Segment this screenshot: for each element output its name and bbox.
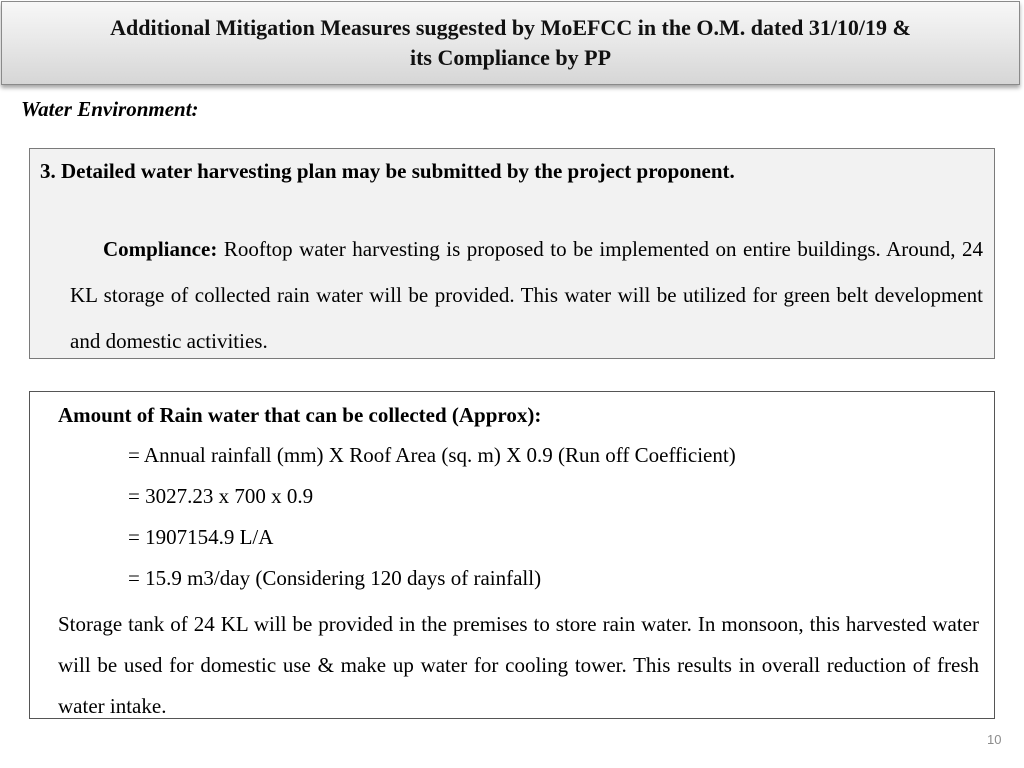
slide-title-banner [1, 1, 1020, 85]
calculation-daily-result-line: = 15.9 m3/day (Considering 120 days of rainfall) [128, 566, 542, 590]
calculation-annual-result-line: = 1907154.9 L/A [128, 525, 274, 549]
calculation-box [29, 391, 995, 719]
requirement-box [29, 148, 995, 359]
slide-title-line-1: Additional Mitigation Measures suggested by MoEFCC in the O.M. dated 31/10/19 & [110, 15, 911, 40]
calculation-values-line: = 3027.23 x 700 x 0.9 [128, 484, 314, 508]
compliance-paragraph [70, 226, 983, 364]
requirement-heading: 3. Detailed water harvesting plan may be submitted by the project proponent. [40, 159, 735, 183]
section-heading: Water Environment: [21, 97, 199, 121]
calculation-heading: Amount of Rain water that can be collected (Approx): [58, 403, 542, 427]
calculation-formula-line: = Annual rainfall (mm) X Roof Area (sq. m) X 0.9 (Run off Coefficient) [128, 443, 736, 467]
compliance-label: Compliance: [103, 237, 218, 261]
compliance-text: Rooftop water harvesting is proposed to be implemented on entire buildings. Around, 24 KL storage of collected rain water will be provided. This water will be utilized for green belt development and domestic activities. [70, 237, 983, 353]
storage-paragraph: Storage tank of 24 KL will be provided in the premises to store rain water. In monsoon, this harvested water will be used for domestic use & make up water for cooling tower. This results in overall reduction of fresh water intake. [58, 612, 979, 718]
slide-title-line-2: its Compliance by PP [409, 45, 612, 70]
page-number: 10 [987, 732, 1002, 747]
